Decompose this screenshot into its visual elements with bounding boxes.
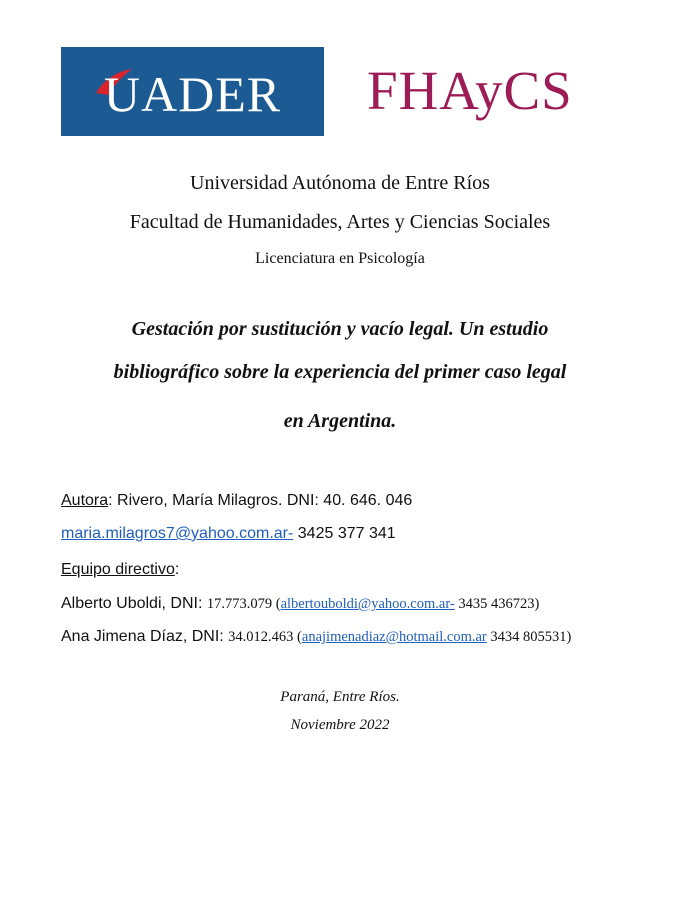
author-details: : Rivero, María Milagros. DNI: 40. 646. 046 (108, 492, 413, 509)
member-1-open: ( (272, 596, 281, 612)
thesis-title-line-2: bibliográfico sobre la experiencia del primer caso legal (113, 361, 567, 383)
author-phone: 3425 377 341 (293, 525, 396, 542)
author-line (61, 492, 412, 510)
thesis-title-line-1: Gestación por sustitución y vacío legal. Un estudio (131, 318, 549, 340)
team-colon: : (174, 561, 180, 578)
fhaycs-logo: FHAyCS (367, 60, 573, 121)
member-1-dni: 17.773.079 (206, 596, 273, 612)
author-contact-line (61, 525, 396, 543)
team-member-1 (61, 595, 539, 613)
team-heading (61, 561, 179, 579)
faculty-name: Facultad de Humanidades, Artes y Ciencias Sociales (129, 211, 551, 233)
member-2-email-link[interactable]: anajimenadiaz@hotmail.com.ar (301, 629, 487, 645)
member-2-name: Ana Jimena Díaz, DNI: (61, 628, 229, 645)
author-label: Autora (61, 492, 109, 509)
university-name: Universidad Autónoma de Entre Ríos (190, 172, 490, 194)
team-member-2 (61, 628, 571, 646)
uader-logo (61, 47, 324, 136)
member-1-email-link[interactable]: albertouboldi@yahoo.com.ar- (280, 596, 455, 612)
member-2-dni: 34.012.463 (228, 629, 294, 645)
member-1-name: Alberto Uboldi, DNI: (61, 595, 207, 612)
place: Paraná, Entre Ríos. (280, 689, 400, 705)
degree-name: Licenciatura en Psicología (255, 250, 425, 267)
member-1-phone: 3435 436723) (454, 596, 540, 612)
team-label: Equipo directivo (61, 561, 175, 578)
uader-logo-text: UADER (103, 65, 282, 122)
member-2-open: ( (293, 629, 302, 645)
author-email-link[interactable]: maria.milagros7@yahoo.com.ar- (61, 525, 294, 542)
thesis-title-line-3: en Argentina. (283, 410, 397, 432)
member-2-phone: 3434 805531) (486, 629, 572, 645)
date: Noviembre 2022 (290, 717, 390, 733)
